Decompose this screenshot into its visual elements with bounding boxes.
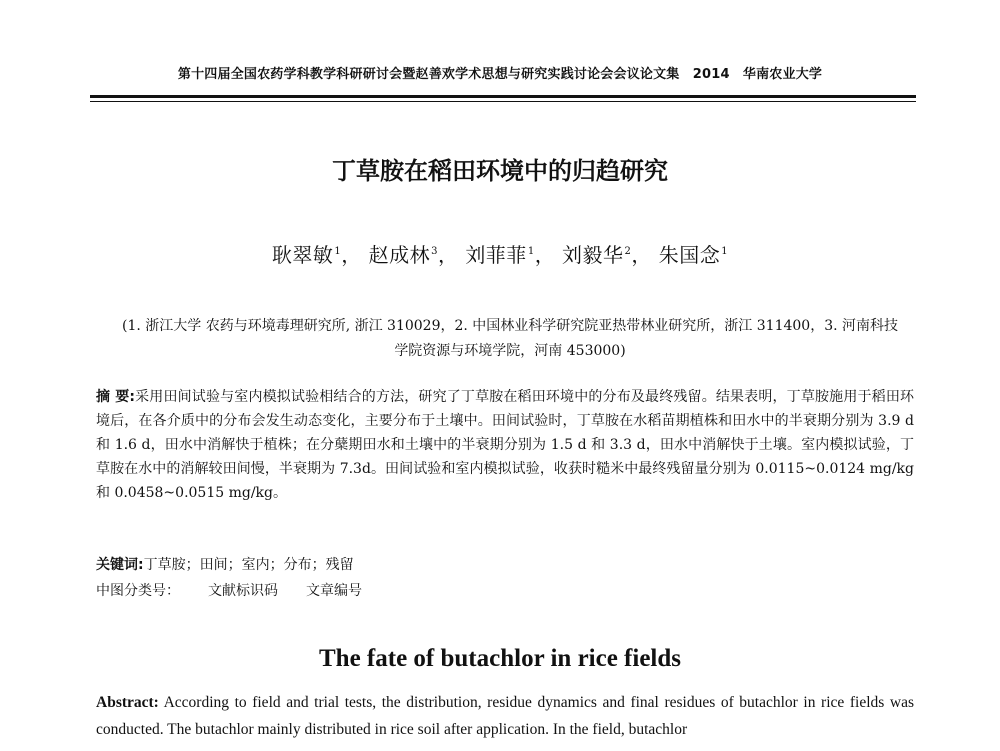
header-rule-thick: [90, 95, 916, 98]
author-affiliation-mark: 2: [624, 246, 632, 258]
abstract-en: [96, 689, 914, 743]
header-rule-thin: [90, 101, 916, 102]
paper-title-en: The fate of butachlor in rice fields: [319, 645, 681, 672]
author-name: 耿翠敏: [271, 243, 334, 267]
author-list: [0, 239, 1000, 268]
author-name: 刘毅华: [562, 243, 624, 267]
author-name: 赵成林: [368, 243, 431, 267]
classification-line: [96, 580, 362, 600]
author-separator: ，: [437, 243, 459, 267]
author-affiliation-mark: 1: [527, 246, 535, 258]
running-header: 第十四届全国农药学科教学科研研讨会暨赵善欢学术思想与研究实践讨论会会议论文集 2014 华南农业大学: [177, 67, 823, 82]
author-affiliation-mark: 1: [721, 246, 729, 258]
keywords: [96, 554, 354, 574]
keywords-label: 关键词:: [96, 557, 144, 573]
document-code-label: 文献标识码: [208, 583, 278, 599]
author-name: 朱国念: [658, 243, 721, 267]
author-name: 刘菲菲: [465, 243, 527, 267]
clc-number-label: 中图分类号：: [96, 583, 180, 599]
abstract-cn: [96, 385, 914, 505]
abstract-en-label: Abstract:: [96, 694, 159, 711]
author-affiliation-mark: 3: [431, 246, 438, 258]
affiliations: (1. 浙江大学 农药与环境毒理研究所, 浙江 310029，2. 中国林业科学研究院亚热带林业研究所，浙江 311400，3. 河南科技学院资源与环境学院，河南 453000): [121, 318, 899, 359]
author-separator: ，: [631, 243, 652, 267]
keywords-text: 丁草胺；田间；室内；分布；残留: [143, 557, 354, 573]
paper-title-cn: 丁草胺在稻田环境中的归趋研究: [332, 157, 668, 185]
abstract-cn-label: 摘 要:: [96, 389, 135, 405]
abstract-en-text: According to field and trial tests, the distribution, residue dynamics and final residues of butachlor in rice fields was conducted. The butachlor mainly distributed in rice soil after application. In the field, butachlor: [96, 694, 914, 738]
author-affiliation-mark: 1: [334, 246, 342, 258]
article-number-label: 文章编号: [306, 583, 362, 599]
abstract-cn-text: 采用田间试验与室内模拟试验相结合的方法，研究了丁草胺在稻田环境中的分布及最终残留。结果表明，丁草胺施用于稻田环境后，在各介质中的分布会发生动态变化，主要分布于土壤中。田间试验时，丁草胺在水稻苗期植株和田水中的半衰期分别为 3.9 d 和 1.6 d，田水中消解快于植株；在分蘖期田水和土壤中的半衰期分别为 1.5 d 和 3.3 d，田水中消解快于土壤。室内模拟试验，丁草胺在水中的消解较田间慢，半衰期为 7.3d。田间试验和室内模拟试验，收获时糙米中最终残留量分别为 0.0115~0.0124 mg/kg 和 0.0458~0.0515 mg/kg。: [96, 389, 914, 501]
author-separator: ，: [534, 243, 556, 267]
author-separator: ，: [341, 243, 362, 267]
